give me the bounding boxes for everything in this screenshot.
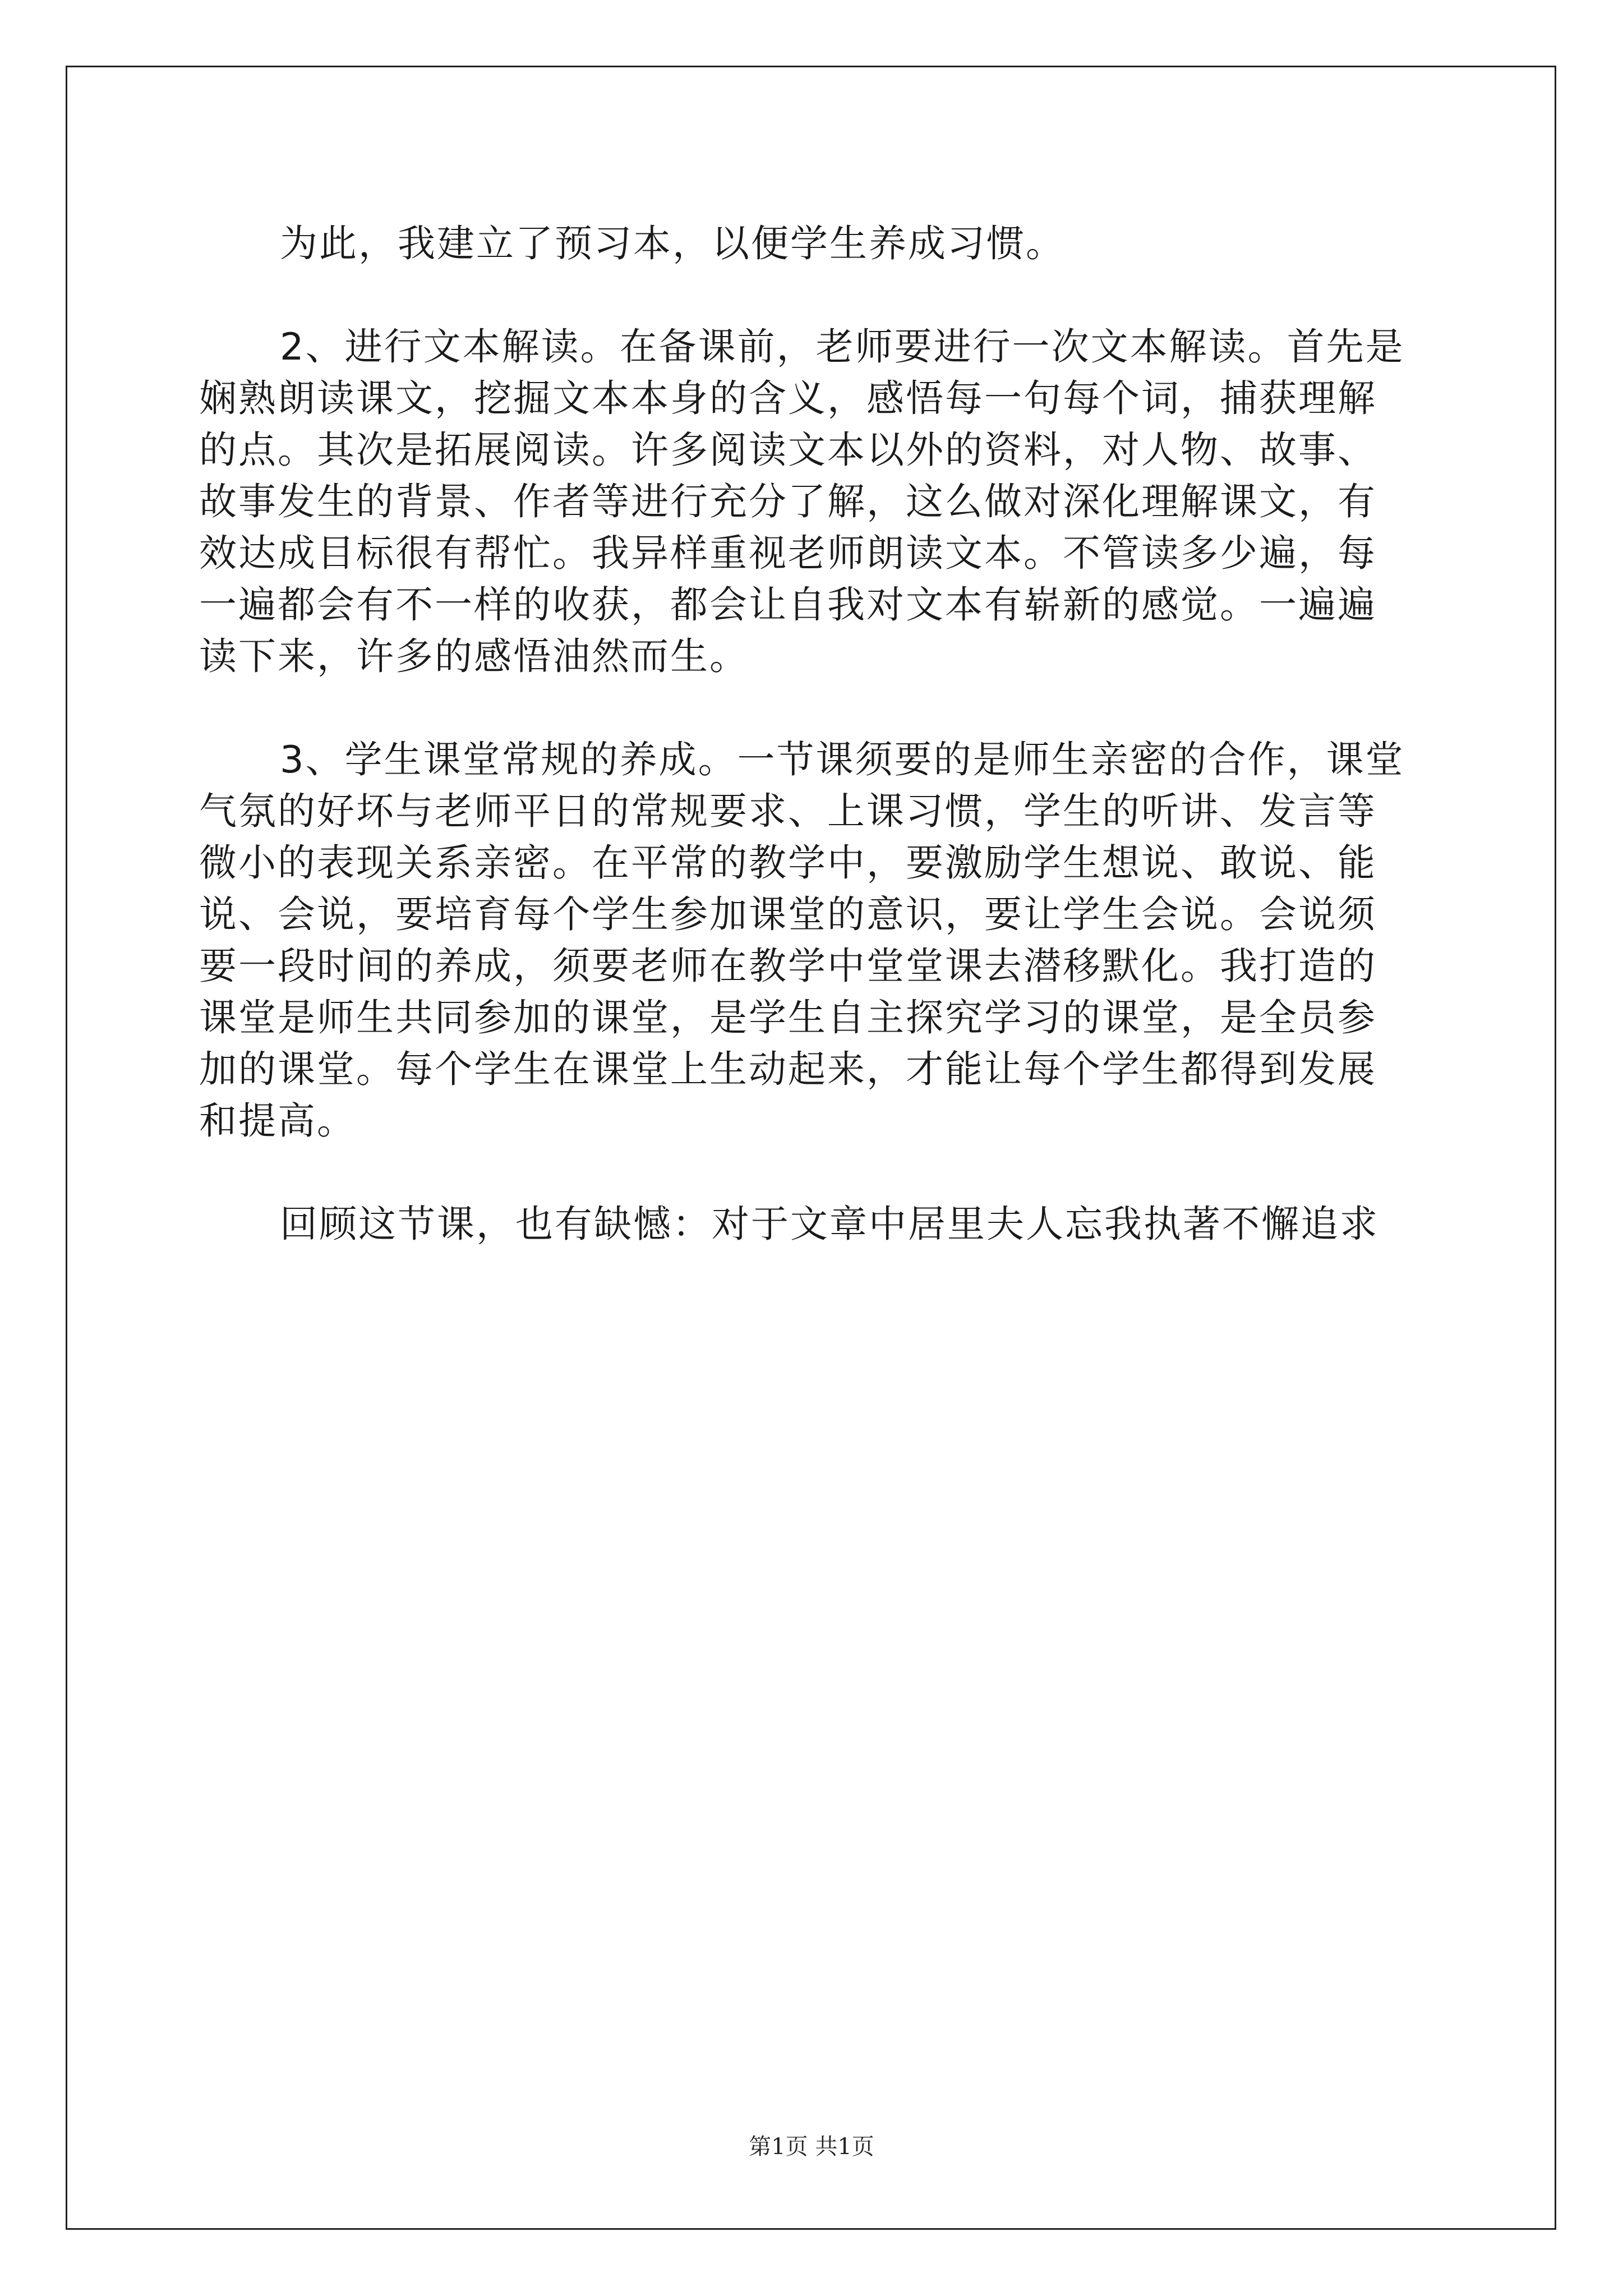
text-line: 的点。其次是拓展阅读。许多阅读文本以外的资料，对人物、故事、 xyxy=(199,428,1377,472)
text-line: 气氛的好坏与老师平日的常规要求、上课习惯，学生的听讲、发言等 xyxy=(199,789,1377,833)
paragraph xyxy=(199,734,1427,1147)
paragraph-gap xyxy=(199,682,1427,734)
text-line: 一遍都会有不一样的收获，都会让自我对文本有崭新的感觉。一遍遍 xyxy=(199,583,1377,627)
paragraph xyxy=(199,321,1427,682)
text-line: 2、进行文本解读。在备课前，老师要进行一次文本解读。首先是 xyxy=(280,325,1405,369)
document-body xyxy=(199,218,1427,1250)
text-line: 课堂是师生共同参加的课堂，是学生自主探究学习的课堂，是全员参 xyxy=(199,996,1377,1039)
paragraph xyxy=(199,1198,1427,1250)
text-line: 说、会说，要培育每个学生参加课堂的意识，要让学生会说。会说须 xyxy=(199,892,1377,936)
text-line: 故事发生的背景、作者等进行充分了解，这么做对深化理解课文，有 xyxy=(199,480,1377,523)
text-line: 微小的表现关系亲密。在平常的教学中，要激励学生想说、敢说、能 xyxy=(199,841,1377,885)
text-line: 加的课堂。每个学生在课堂上生动起来，才能让每个学生都得到发展 xyxy=(199,1047,1377,1091)
text-line: 读下来，许多的感悟油然而生。 xyxy=(199,634,749,678)
text-line: 和提高。 xyxy=(199,1099,356,1143)
text-line: 为此，我建立了预习本，以便学生养成习惯。 xyxy=(280,222,1065,265)
text-line: 回顾这节课，也有缺憾：对于文章中居里夫人忘我执著不懈追求 xyxy=(280,1202,1379,1246)
text-line: 效达成目标很有帮忙。我异样重视老师朗读文本。不管读多少遍，每 xyxy=(199,531,1377,575)
text-line: 要一段时间的养成，须要老师在教学中堂堂课去潜移默化。我打造的 xyxy=(199,944,1377,988)
paragraph xyxy=(199,218,1427,269)
text-line: 3、学生课堂常规的养成。一节课须要的是师生亲密的合作，课堂 xyxy=(280,738,1405,781)
page-footer: 第1页 共1页 xyxy=(749,2134,874,2160)
paragraph-gap xyxy=(199,1147,1427,1198)
text-line: 娴熟朗读课文，挖掘文本本身的含义，感悟每一句每个词，捕获理解 xyxy=(199,376,1377,420)
paragraph-gap xyxy=(199,269,1427,321)
